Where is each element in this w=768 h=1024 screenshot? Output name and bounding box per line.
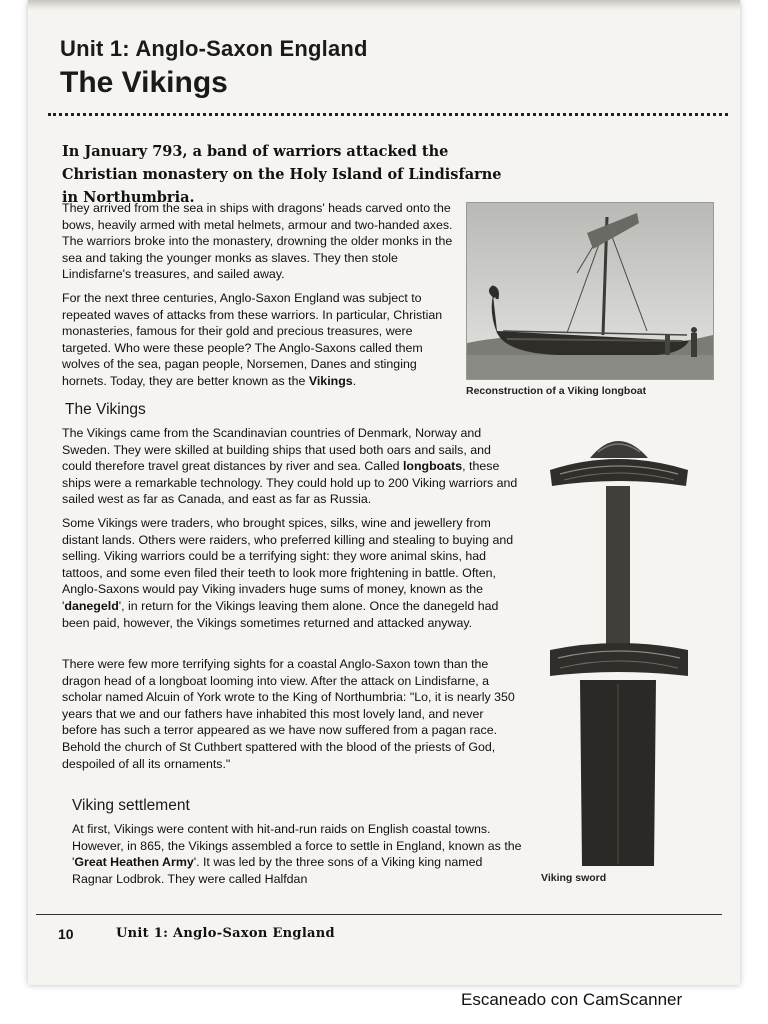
paragraph-text: For the next three centuries, Anglo-Saxon England was subject to repeated waves of attacks from these warriors. In particular, Christian monasteries, famous for their gold and precious treasures, were targeted. Who were these people? The Anglo-Saxons called them wolves of the sea, pagan people, Norsemen, Danes and stinging hornets. Today, they are better known as the <box>62 291 443 388</box>
viking-sword-photo <box>538 428 698 868</box>
paragraph-settlement <box>72 821 522 887</box>
intro-paragraph: In January 793, a band of warriors attacked the Christian monastery on the Holy Island of Lindisfarne in Northumbria. <box>62 143 502 206</box>
textbook-page <box>28 0 740 985</box>
footer-unit-title: Unit 1: Anglo-Saxon England <box>116 926 335 941</box>
subheading-viking-settlement: Viking settlement <box>72 797 190 814</box>
bold-term-longboats: longboats <box>402 459 463 474</box>
unit-heading: Unit 1: Anglo-Saxon England <box>60 36 368 61</box>
footer-divider <box>36 914 722 915</box>
dotted-divider <box>48 113 728 116</box>
paragraph-text: Some Vikings were traders, who brought spices, silks, wine and jewellery from distant lands. Others were raiders, who preferred killing and stealing to buying and selling. Viking warriors could be a terrifying sight: they wore animal skins, had tattoos, and some even filed their teeth to look more frightening in battle. Often, Anglo-Saxons would pay Viking invaders huge sums of money, known as the ' <box>62 516 514 613</box>
sword-caption: Viking sword <box>541 872 607 884</box>
paragraph-text-end: '. It was led by the three sons of a Viking king named Ragnar Lodbrok. They were called Halfdan <box>72 855 483 886</box>
paragraph-text-end: , these ships were a remarkable technology. They could hold up to 200 Viking warriors and sailed west as far as Canada, and east as far as Russia. <box>62 459 518 507</box>
page-number: 10 <box>58 926 74 942</box>
paragraph-text: At first, Vikings were content with hit-and-run raids on English coastal towns. However, in 865, the Vikings assembled a force to settle in England, known as the ' <box>72 822 522 870</box>
paragraph-three-centuries <box>62 290 462 390</box>
longboat-caption: Reconstruction of a Viking longboat <box>466 385 647 397</box>
bold-term-great-heathen-army: Great Heathen Army <box>74 855 194 870</box>
bold-term-danegeld: danegeld <box>64 598 119 613</box>
paragraph-text-end: . <box>352 373 357 388</box>
bold-term-vikings: Vikings <box>308 373 353 388</box>
paragraph-alcuin: There were few more terrifying sights for a coastal Anglo-Saxon town than the dragon head of a longboat looming into view. After the attack on Lindisfarne, a scholar named Alcuin of York wrote to the King of Northumbria: "Lo, it is nearly 350 years that we and our fathers have inhabited this most lovely land, and never before has such a terror appeared as we have now suffered from a pagan race. Behold the church of St Cuthbert spattered with the blood of the priests of God, despoiled of all its ornaments." <box>62 657 515 771</box>
paragraph-text: The Vikings came from the Scandinavian countries of Denmark, Norway and Sweden. They were skilled at building ships that used both oars and sails, and could therefore travel great distances by river and sea. Called <box>62 426 491 474</box>
camscanner-watermark: Escaneado con CamScanner <box>461 990 683 1009</box>
page-edge <box>28 0 740 10</box>
paragraph-origins <box>62 425 522 508</box>
longboat-photo <box>466 202 714 380</box>
page-title: The Vikings <box>60 66 228 99</box>
subheading-the-vikings: The Vikings <box>65 401 146 418</box>
paragraph-traders-raiders <box>62 515 522 631</box>
paragraph-arrival: They arrived from the sea in ships with dragons' heads carved onto the bows, heavily armed with metal helmets, armour and two-handed axes. The warriors broke into the monastery, drowning the older monks in the sea and taking the younger monks as slaves. They then stole Lindisfarne's treasures, and sailed away. <box>62 201 453 282</box>
paragraph-text-end: ', in return for the Vikings leaving them alone. Once the danegeld had been paid, however, the Vikings sometimes returned and attacked anyway. <box>62 598 499 630</box>
